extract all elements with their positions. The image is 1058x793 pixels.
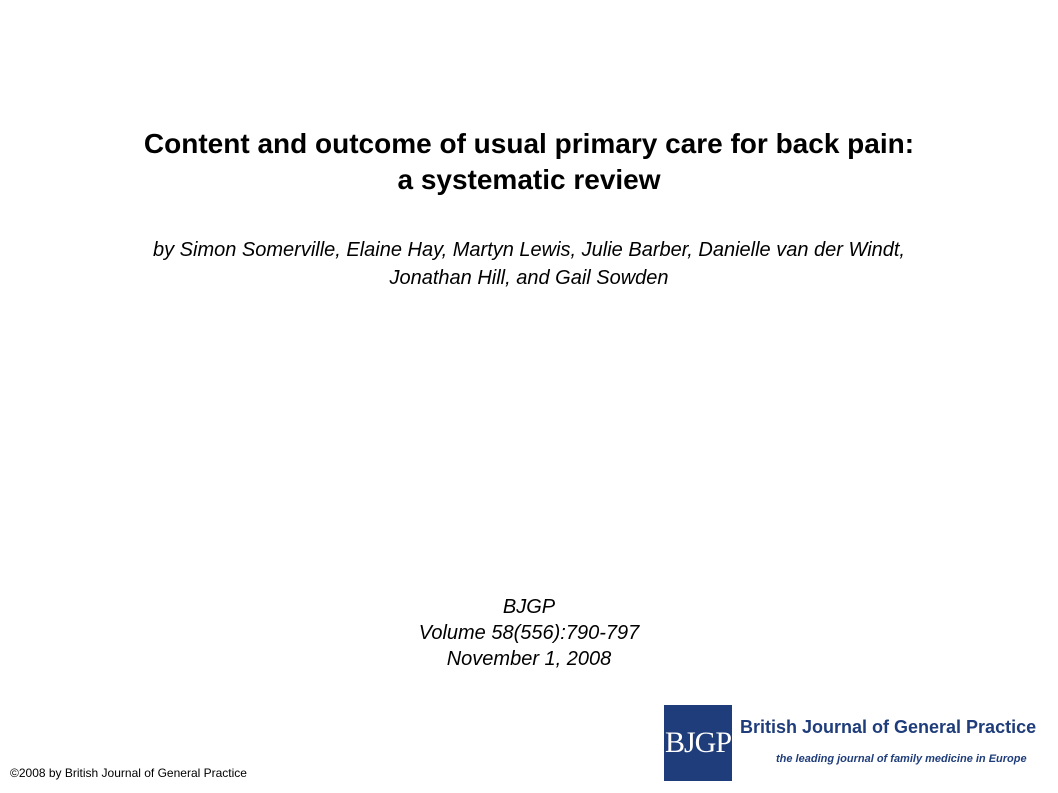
citation-block — [0, 594, 1058, 672]
author-list-line-1: by Simon Somerville, Elaine Hay, Martyn Lewis, Julie Barber, Danielle van der Windt, — [153, 239, 905, 261]
citation-journal: BJGP — [502, 596, 556, 618]
copyright-notice: ©2008 by British Journal of General Practice — [10, 766, 247, 780]
bjgp-logo — [664, 705, 1037, 781]
paper-title — [0, 126, 1058, 198]
bjgp-logo-name: British Journal of General Practice — [740, 717, 1037, 737]
author-list-line-2: Jonathan Hill, and Gail Sowden — [389, 267, 669, 289]
citation-date: November 1, 2008 — [446, 648, 612, 670]
bjgp-logo-mark-text: BJGP — [664, 726, 732, 759]
citation-volume: Volume 58(556):790-797 — [418, 622, 640, 644]
bjgp-logo-mark — [664, 705, 732, 781]
paper-title-line-2: a systematic review — [397, 164, 661, 195]
paper-title-line-1: Content and outcome of usual primary care for back pain: — [143, 128, 915, 159]
bjgp-logo-tagline: the leading journal of family medicine in Europe — [776, 753, 1027, 765]
author-list — [0, 236, 1058, 292]
